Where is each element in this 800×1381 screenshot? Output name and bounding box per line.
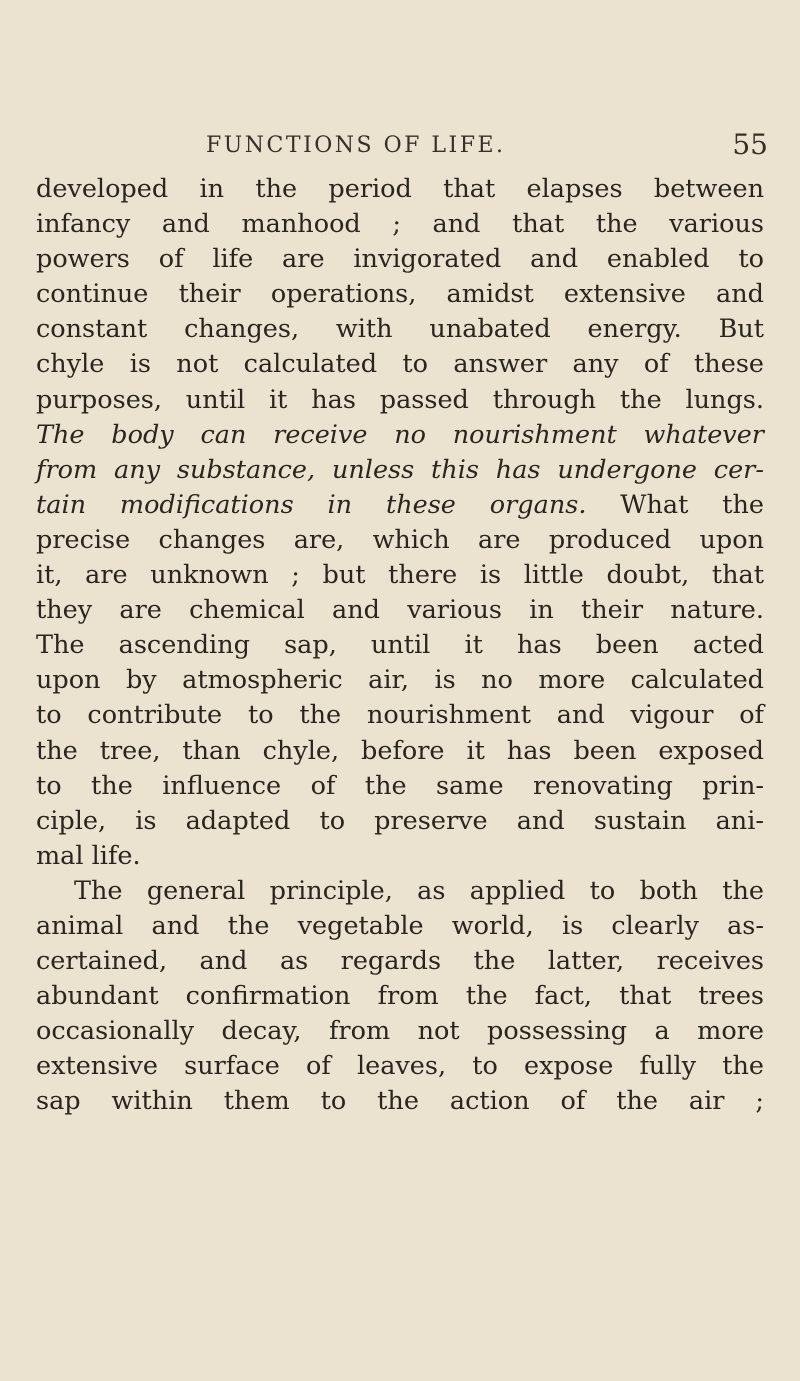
text-line-italic: from any substance, unless this has undergone cer- <box>36 454 764 485</box>
text-line: to the influence of the same renovating prin- <box>36 770 764 801</box>
text-line-mixed <box>36 488 764 523</box>
paragraph-start-line: The general principle, as applied to both the <box>74 875 764 906</box>
text-line: certained, and as regards the latter, receives <box>36 946 764 977</box>
text-line: continue their operations, amidst extensive and <box>36 279 764 310</box>
running-title: FUNCTIONS OF LIFE. <box>206 133 506 158</box>
text-line: to contribute to the nourishment and vigour of <box>36 700 764 731</box>
text-line-italic: The body can receive no nourishment whatever <box>36 419 764 450</box>
page-number: 55 <box>732 128 768 161</box>
text-line: purposes, until it has passed through the lungs. <box>36 384 764 415</box>
text-line: the tree, than chyle, before it has been exposed <box>36 735 764 766</box>
text-line: developed in the period that elapses between <box>36 174 764 204</box>
text-line: occasionally decay, from not possessing a more <box>36 1016 764 1047</box>
italic-segment: tain modifications in these organs. <box>36 489 587 520</box>
roman-segment: What the <box>620 489 764 520</box>
text-line: infancy and manhood ; and that the various <box>36 209 764 240</box>
body-text <box>36 172 764 1120</box>
text-line: sap within them to the action of the air ; <box>36 1086 764 1117</box>
text-line: precise changes are, which are produced upon <box>36 524 764 555</box>
paragraph-end-line: mal life. <box>36 840 141 871</box>
text-line: animal and the vegetable world, is clearly as- <box>36 910 764 941</box>
text-line: upon by atmospheric air, is no more calculated <box>36 665 764 696</box>
text-line: powers of life are invigorated and enabled to <box>36 244 764 275</box>
text-line: The ascending sap, until it has been acted <box>36 630 764 661</box>
text-line: ciple, is adapted to preserve and sustain ani- <box>36 805 764 836</box>
text-line: constant changes, with unabated energy. But <box>36 314 764 345</box>
text-line: they are chemical and various in their nature. <box>36 595 764 626</box>
text-line: extensive surface of leaves, to expose fully the <box>36 1051 764 1082</box>
text-line: chyle is not calculated to answer any of these <box>36 349 764 380</box>
text-line: it, are unknown ; but there is little doubt, that <box>36 560 764 591</box>
text-line: abundant confirmation from the fact, that trees <box>36 981 764 1012</box>
